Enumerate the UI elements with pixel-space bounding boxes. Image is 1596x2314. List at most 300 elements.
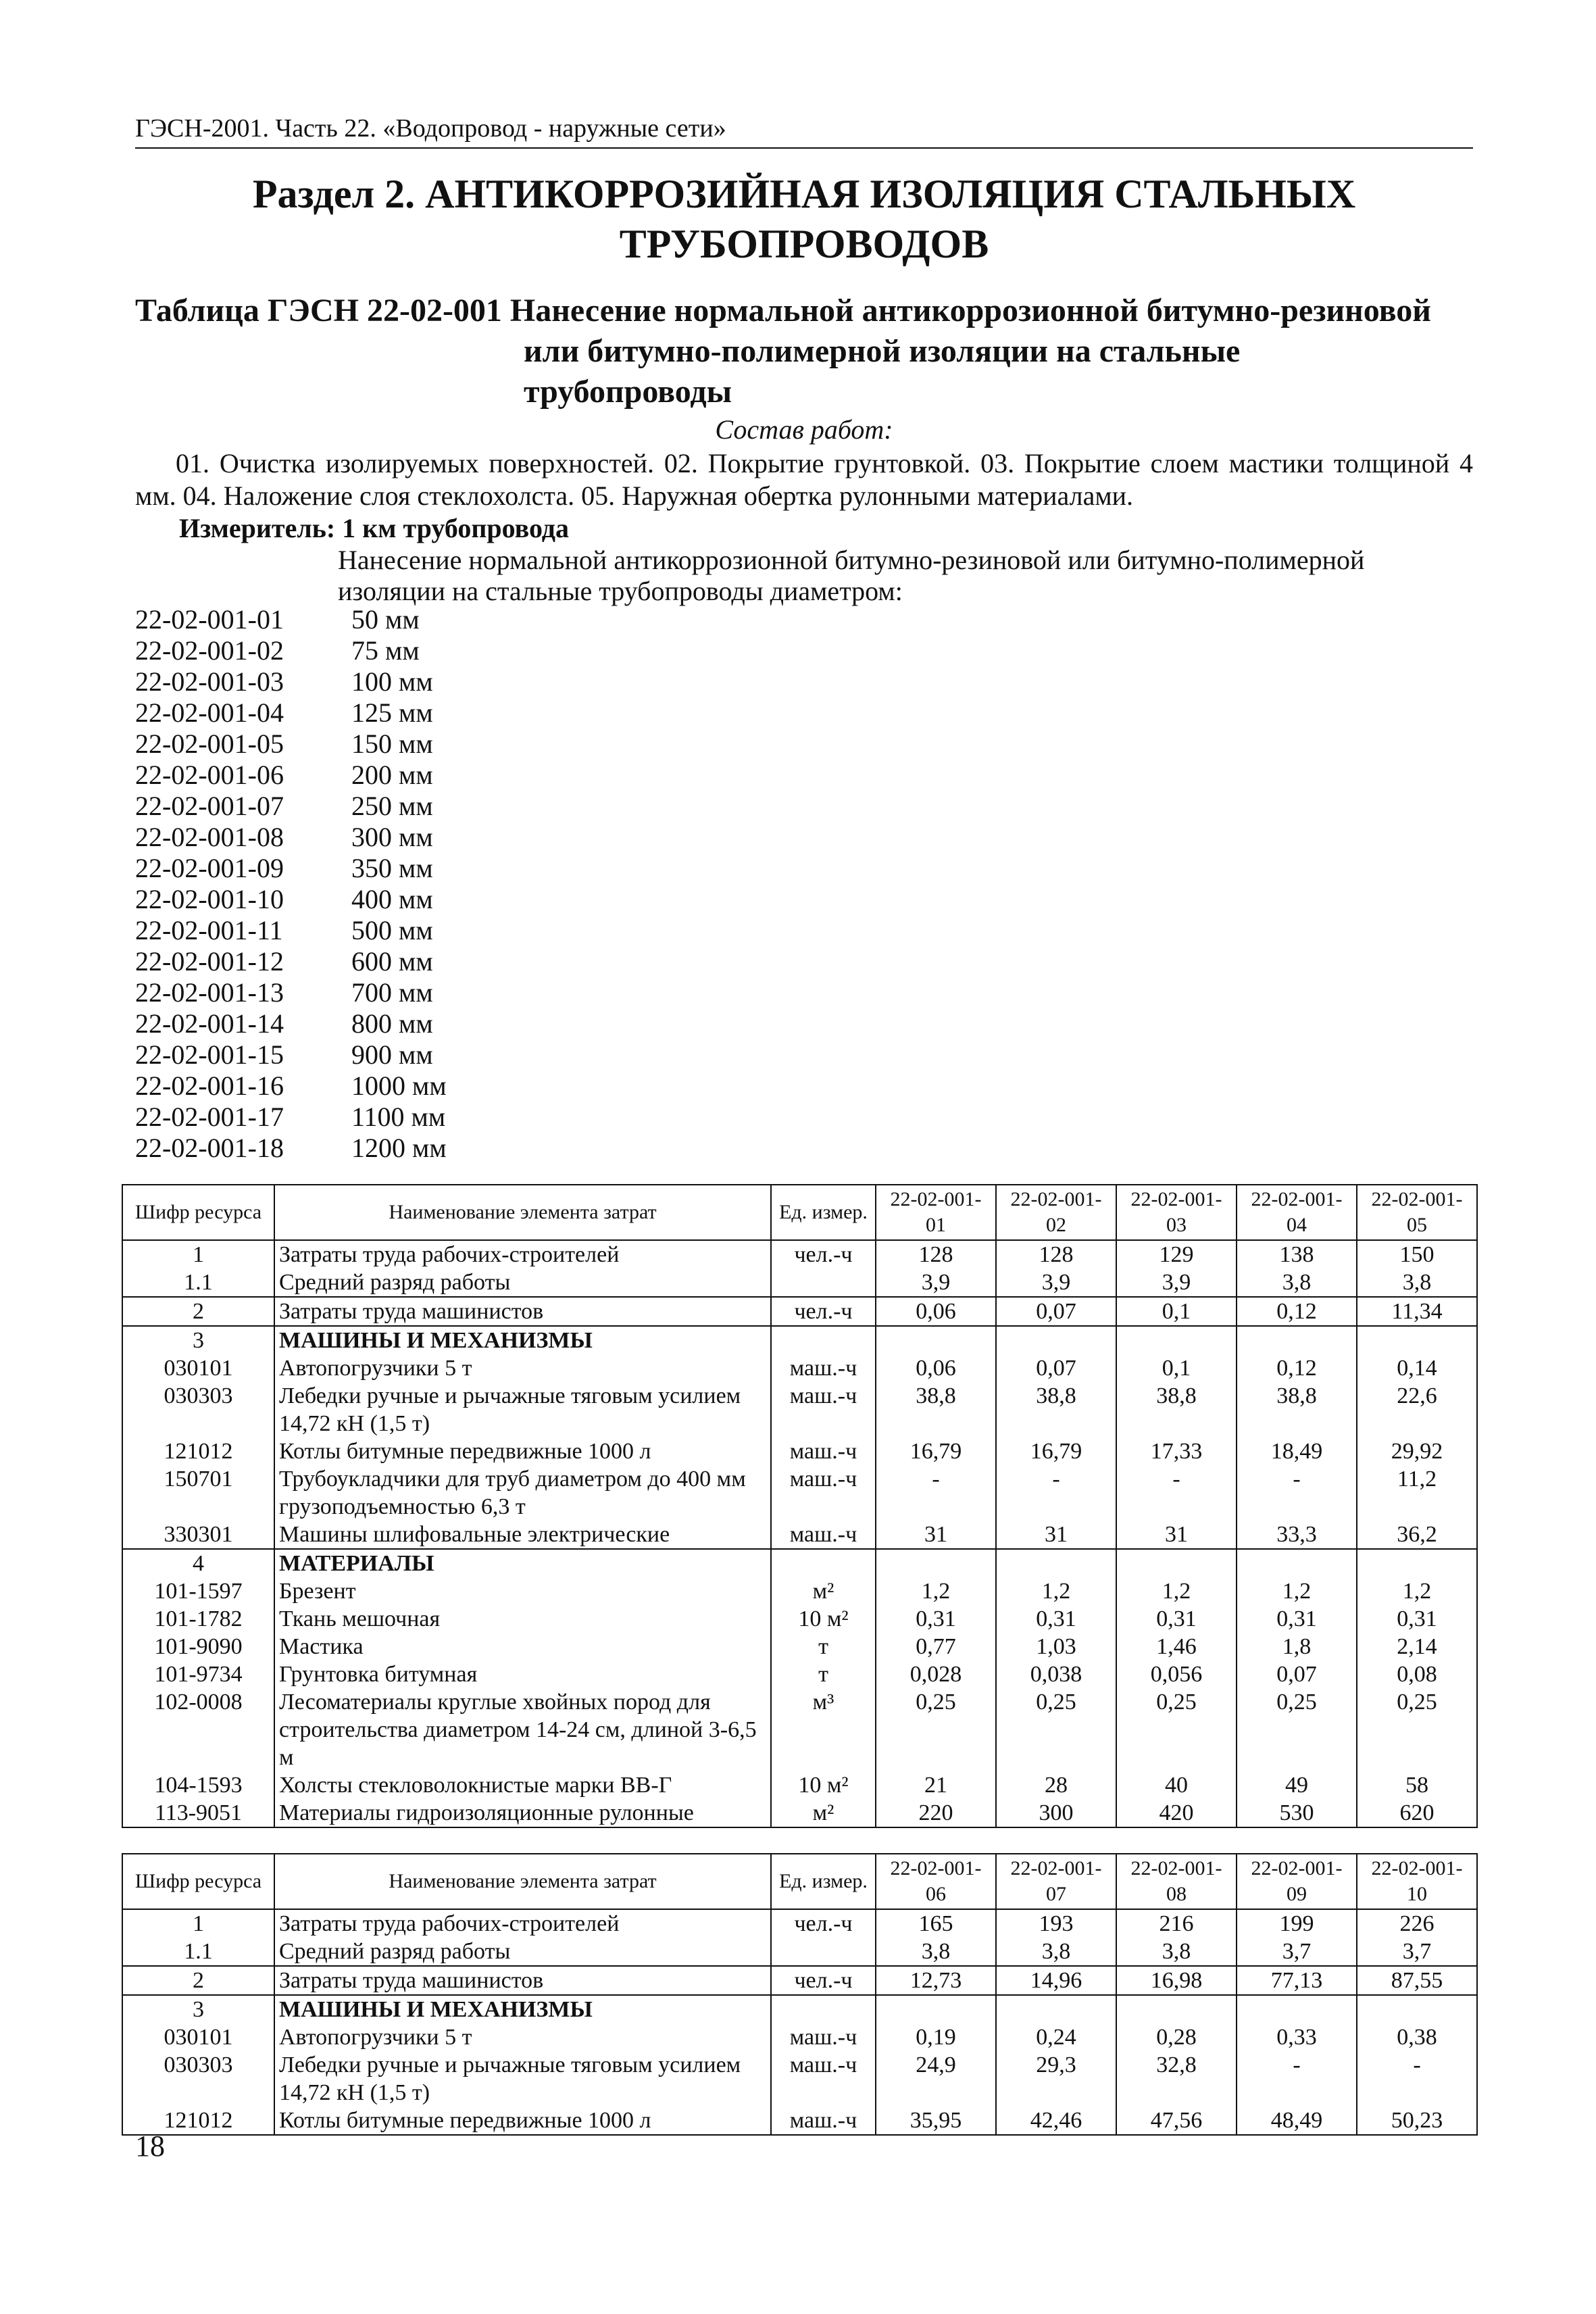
code-list-diameter: 350 мм: [351, 853, 433, 883]
row-value: [876, 1549, 996, 1577]
row-name: Трубоукладчики для труб диаметром до 400 мм грузоподъемностью 6,3 т: [274, 1465, 771, 1521]
row-value: 12,73: [876, 1966, 996, 1995]
row-value: 0,056: [1116, 1660, 1237, 1688]
row-value: 11,34: [1357, 1297, 1477, 1326]
row-unit: маш.-ч: [771, 1437, 876, 1465]
row-value: 42,46: [996, 2107, 1116, 2135]
header-column-code: 22-02-001-10: [1357, 1854, 1477, 1909]
row-value: 18,49: [1237, 1437, 1357, 1465]
table-row: [122, 1660, 1477, 1688]
table-row: [122, 1966, 1477, 1995]
row-value: 31: [996, 1521, 1116, 1549]
header-name: Наименование элемента затрат: [274, 1854, 771, 1909]
table-title: [135, 291, 1480, 412]
row-value: 220: [876, 1799, 996, 1827]
row-code: 101-1597: [122, 1577, 274, 1605]
row-value: -: [1357, 2051, 1477, 2107]
row-value: 0,1: [1116, 1354, 1237, 1382]
code-list-code: 22-02-001-17: [135, 1102, 284, 1132]
row-name: Затраты труда рабочих-строителей: [274, 1909, 771, 1938]
row-value: 128: [996, 1240, 1116, 1269]
row-value: 0,31: [996, 1605, 1116, 1633]
row-value: [996, 1326, 1116, 1354]
row-value: 29,3: [996, 2051, 1116, 2107]
code-list-item: [135, 635, 447, 666]
row-value: -: [1237, 1465, 1357, 1521]
code-list: [135, 604, 447, 1164]
row-value: 1,46: [1116, 1633, 1237, 1660]
table-title-line3: трубопроводы: [524, 374, 732, 410]
row-unit: маш.-ч: [771, 2023, 876, 2051]
code-list-code: 22-02-001-08: [135, 822, 284, 852]
table-row: [122, 1437, 1477, 1465]
work-composition-heading: Состав работ:: [715, 414, 893, 445]
row-unit: [771, 1549, 876, 1577]
code-list-diameter: 50 мм: [351, 604, 420, 635]
code-list-item: [135, 822, 447, 853]
row-value: 21: [876, 1771, 996, 1799]
table-title-line2: или битумно-полимерной изоляции на стальные: [524, 333, 1241, 369]
code-list-code: 22-02-001-13: [135, 977, 284, 1008]
row-name: Котлы битумные передвижные 1000 л: [274, 2107, 771, 2135]
row-value: 0,25: [1237, 1688, 1357, 1771]
header-shifr: Шифр ресурса: [122, 1854, 274, 1909]
row-value: 0,31: [1116, 1605, 1237, 1633]
row-value: 33,3: [1237, 1521, 1357, 1549]
row-value: -: [1237, 2051, 1357, 2107]
code-list-code: 22-02-001-04: [135, 697, 284, 728]
row-value: 150: [1357, 1240, 1477, 1269]
row-name: Лебедки ручные и рычажные тяговым усилием 14,72 кН (1,5 т): [274, 1382, 771, 1437]
row-value: 47,56: [1116, 2107, 1237, 2135]
row-code: 2: [122, 1297, 274, 1326]
row-value: 199: [1237, 1909, 1357, 1938]
row-code: 1: [122, 1909, 274, 1938]
row-value: [1237, 1549, 1357, 1577]
row-code: 3: [122, 1326, 274, 1354]
row-value: 226: [1357, 1909, 1477, 1938]
row-value: 0,25: [1116, 1688, 1237, 1771]
row-value: 420: [1116, 1799, 1237, 1827]
row-unit: маш.-ч: [771, 2107, 876, 2135]
row-value: 0,31: [1237, 1605, 1357, 1633]
row-unit: 10 м²: [771, 1605, 876, 1633]
row-name: Затраты труда машинистов: [274, 1966, 771, 1995]
code-list-diameter: 150 мм: [351, 729, 433, 759]
code-list-item: [135, 604, 447, 635]
row-value: 3,8: [1116, 1938, 1237, 1966]
row-value: 620: [1357, 1799, 1477, 1827]
header-column-code: 22-02-001-01: [876, 1185, 996, 1240]
row-value: [876, 1326, 996, 1354]
row-value: 216: [1116, 1909, 1237, 1938]
code-list-code: 22-02-001-12: [135, 946, 284, 977]
table-row: [122, 1771, 1477, 1799]
row-value: [1116, 1326, 1237, 1354]
section-title: [135, 169, 1473, 269]
row-value: 31: [1116, 1521, 1237, 1549]
code-list-code: 22-02-001-10: [135, 884, 284, 914]
resource-table-2: [122, 1853, 1478, 2136]
row-value: 3,8: [1237, 1269, 1357, 1297]
code-list-code: 22-02-001-15: [135, 1039, 284, 1070]
row-value: [996, 1549, 1116, 1577]
row-value: 58: [1357, 1771, 1477, 1799]
table-row: [122, 1240, 1477, 1269]
row-value: 0,28: [1116, 2023, 1237, 2051]
code-list-item: [135, 729, 447, 760]
row-unit: чел.-ч: [771, 1966, 876, 1995]
table-row: [122, 1938, 1477, 1966]
row-name: МАТЕРИАЛЫ: [274, 1549, 771, 1577]
code-list-code: 22-02-001-01: [135, 604, 284, 635]
row-value: 3,9: [876, 1269, 996, 1297]
row-value: 40: [1116, 1771, 1237, 1799]
code-list-diameter: 900 мм: [351, 1039, 433, 1070]
row-value: 0,38: [1357, 2023, 1477, 2051]
row-name: Автопогрузчики 5 т: [274, 1354, 771, 1382]
row-value: 32,8: [1116, 2051, 1237, 2107]
code-list-item: [135, 760, 447, 791]
row-value: 530: [1237, 1799, 1357, 1827]
row-value: 16,79: [996, 1437, 1116, 1465]
header-column-code: 22-02-001-03: [1116, 1185, 1237, 1240]
row-value: 87,55: [1357, 1966, 1477, 1995]
resource-table-1: [122, 1184, 1478, 1828]
running-header: ГЭСН-2001. Часть 22. «Водопровод - наружные сети»: [135, 114, 1473, 149]
code-list-code: 22-02-001-07: [135, 791, 284, 821]
row-value: 3,7: [1237, 1938, 1357, 1966]
row-code: 1.1: [122, 1938, 274, 1966]
header-unit: Ед. измер.: [771, 1854, 876, 1909]
row-value: 1,8: [1237, 1633, 1357, 1660]
code-list-diameter: 250 мм: [351, 791, 433, 821]
row-value: [1357, 1995, 1477, 2023]
code-list-item: [135, 853, 447, 884]
row-value: 129: [1116, 1240, 1237, 1269]
section-title-line2: ТРУБОПРОВОДОВ: [619, 222, 989, 266]
row-unit: т: [771, 1633, 876, 1660]
row-unit: [771, 1938, 876, 1966]
code-list-item: [135, 884, 447, 915]
table-row: [122, 2051, 1477, 2107]
code-list-code: 22-02-001-11: [135, 915, 283, 945]
code-list-code: 22-02-001-05: [135, 729, 284, 759]
row-name: Машины шлифовальные электрические: [274, 1521, 771, 1549]
code-list-item: [135, 915, 447, 946]
row-unit: м²: [771, 1577, 876, 1605]
table-row: [122, 1633, 1477, 1660]
table-row: [122, 1549, 1477, 1577]
row-name: Брезент: [274, 1577, 771, 1605]
row-value: 0,1: [1116, 1297, 1237, 1326]
row-name: Автопогрузчики 5 т: [274, 2023, 771, 2051]
row-value: 28: [996, 1771, 1116, 1799]
row-value: 128: [876, 1240, 996, 1269]
row-value: 0,06: [876, 1297, 996, 1326]
row-value: 16,79: [876, 1437, 996, 1465]
row-code: 3: [122, 1995, 274, 2023]
row-value: 77,13: [1237, 1966, 1357, 1995]
row-unit: маш.-ч: [771, 2051, 876, 2107]
row-unit: м³: [771, 1688, 876, 1771]
row-code: 4: [122, 1549, 274, 1577]
row-name: Средний разряд работы: [274, 1269, 771, 1297]
code-list-code: 22-02-001-03: [135, 666, 284, 697]
table-row: [122, 1521, 1477, 1549]
row-value: 0,33: [1237, 2023, 1357, 2051]
row-unit: [771, 1269, 876, 1297]
table-row: [122, 1382, 1477, 1437]
code-list-item: [135, 791, 447, 822]
row-value: 0,06: [876, 1354, 996, 1382]
row-unit: маш.-ч: [771, 1354, 876, 1382]
table-row: [122, 2107, 1477, 2135]
row-name: Грунтовка битумная: [274, 1660, 771, 1688]
code-list-diameter: 1100 мм: [351, 1102, 446, 1132]
row-unit: 10 м²: [771, 1771, 876, 1799]
code-list-item: [135, 1039, 447, 1070]
row-name: Мастика: [274, 1633, 771, 1660]
row-name: Котлы битумные передвижные 1000 л: [274, 1437, 771, 1465]
row-unit: т: [771, 1660, 876, 1688]
measure-unit: Измеритель: 1 км трубопровода: [179, 513, 570, 543]
header-column-code: 22-02-001-06: [876, 1854, 996, 1909]
header-column-code: 22-02-001-09: [1237, 1854, 1357, 1909]
row-name: Затраты труда машинистов: [274, 1297, 771, 1326]
header-unit: Ед. измер.: [771, 1185, 876, 1240]
row-value: 3,8: [1357, 1269, 1477, 1297]
row-value: 3,7: [1357, 1938, 1477, 1966]
row-name: Средний разряд работы: [274, 1938, 771, 1966]
row-code: 121012: [122, 1437, 274, 1465]
row-value: 35,95: [876, 2107, 996, 2135]
row-value: -: [876, 1465, 996, 1521]
row-value: 0,12: [1237, 1297, 1357, 1326]
code-list-item: [135, 1102, 447, 1133]
row-unit: чел.-ч: [771, 1909, 876, 1938]
row-unit: маш.-ч: [771, 1382, 876, 1437]
row-value: 36,2: [1357, 1521, 1477, 1549]
row-value: [1116, 1995, 1237, 2023]
row-code: 330301: [122, 1521, 274, 1549]
header-column-code: 22-02-001-04: [1237, 1185, 1357, 1240]
row-code: 102-0008: [122, 1688, 274, 1771]
row-value: 1,2: [996, 1577, 1116, 1605]
row-unit: маш.-ч: [771, 1465, 876, 1521]
row-name: Материалы гидроизоляционные рулонные: [274, 1799, 771, 1827]
row-code: 101-9734: [122, 1660, 274, 1688]
row-code: 030101: [122, 1354, 274, 1382]
row-value: 38,8: [1237, 1382, 1357, 1437]
code-list-code: 22-02-001-18: [135, 1133, 284, 1163]
table-row: [122, 1995, 1477, 2023]
code-list-code: 22-02-001-16: [135, 1070, 284, 1101]
code-list-diameter: 1000 мм: [351, 1070, 447, 1101]
code-list-diameter: 700 мм: [351, 977, 433, 1008]
header-column-code: 22-02-001-07: [996, 1854, 1116, 1909]
row-value: 31: [876, 1521, 996, 1549]
row-value: [1237, 1995, 1357, 2023]
row-unit: чел.-ч: [771, 1297, 876, 1326]
row-value: 38,8: [996, 1382, 1116, 1437]
row-value: 0,77: [876, 1633, 996, 1660]
code-list-diameter: 125 мм: [351, 697, 433, 728]
row-value: [1357, 1549, 1477, 1577]
table-row: [122, 2023, 1477, 2051]
row-value: 1,03: [996, 1633, 1116, 1660]
table-row: [122, 1465, 1477, 1521]
code-list-item: [135, 1008, 447, 1039]
code-list-code: 22-02-001-02: [135, 635, 284, 666]
row-value: 48,49: [1237, 2107, 1357, 2135]
row-value: 1,2: [1237, 1577, 1357, 1605]
code-list-diameter: 600 мм: [351, 946, 433, 977]
row-unit: [771, 1326, 876, 1354]
row-value: 0,14: [1357, 1354, 1477, 1382]
row-value: 22,6: [1357, 1382, 1477, 1437]
row-value: 3,8: [996, 1938, 1116, 1966]
row-value: 16,98: [1116, 1966, 1237, 1995]
row-code: 121012: [122, 2107, 274, 2135]
row-name: Лебедки ручные и рычажные тяговым усилием 14,72 кН (1,5 т): [274, 2051, 771, 2107]
codes-intro: Нанесение нормальной антикоррозионной битумно-резиновой или битумно-полимерной изоляции на стальные трубопроводы диаметром:: [338, 545, 1365, 606]
code-list-item: [135, 946, 447, 977]
table-row: [122, 1326, 1477, 1354]
code-list-diameter: 75 мм: [351, 635, 420, 666]
code-list-diameter: 400 мм: [351, 884, 433, 914]
code-list-code: 22-02-001-14: [135, 1008, 284, 1039]
row-unit: маш.-ч: [771, 1521, 876, 1549]
page-number: 18: [135, 2130, 165, 2163]
row-code: 113-9051: [122, 1799, 274, 1827]
table-row: [122, 1269, 1477, 1297]
row-value: 14,96: [996, 1966, 1116, 1995]
row-value: [1237, 1326, 1357, 1354]
row-value: 0,31: [1357, 1605, 1477, 1633]
row-value: 3,9: [1116, 1269, 1237, 1297]
row-value: -: [996, 1465, 1116, 1521]
code-list-diameter: 200 мм: [351, 760, 433, 790]
row-value: 0,07: [996, 1354, 1116, 1382]
row-name: МАШИНЫ И МЕХАНИЗМЫ: [274, 1995, 771, 2023]
row-value: 0,24: [996, 2023, 1116, 2051]
code-list-diameter: 1200 мм: [351, 1133, 447, 1163]
row-value: 38,8: [876, 1382, 996, 1437]
row-value: 38,8: [1116, 1382, 1237, 1437]
section-title-line1: Раздел 2. АНТИКОРРОЗИЙНАЯ ИЗОЛЯЦИЯ СТАЛЬНЫХ: [252, 172, 1356, 216]
code-list-diameter: 800 мм: [351, 1008, 433, 1039]
code-list-item: [135, 1070, 447, 1102]
code-list-item: [135, 666, 447, 697]
row-code: 030101: [122, 2023, 274, 2051]
row-unit: чел.-ч: [771, 1240, 876, 1269]
row-value: 138: [1237, 1240, 1357, 1269]
table-row: [122, 1688, 1477, 1771]
row-code: 030303: [122, 2051, 274, 2107]
row-code: 104-1593: [122, 1771, 274, 1799]
row-code: 1: [122, 1240, 274, 1269]
row-code: 150701: [122, 1465, 274, 1521]
header-shifr: Шифр ресурса: [122, 1185, 274, 1240]
table-row: [122, 1354, 1477, 1382]
code-list-code: 22-02-001-06: [135, 760, 284, 790]
row-value: [876, 1995, 996, 2023]
row-value: -: [1116, 1465, 1237, 1521]
row-value: 300: [996, 1799, 1116, 1827]
code-list-code: 22-02-001-09: [135, 853, 284, 883]
table-row: [122, 1799, 1477, 1827]
work-composition-text: 01. Очистка изолируемых поверхностей. 02. Покрытие грунтовкой. 03. Покрытие слоем мастики толщиной 4 мм. 04. Наложение слоя стеклохолста. 05. Наружная обертка рулонными материалами.: [135, 448, 1473, 511]
row-value: [1116, 1549, 1237, 1577]
code-list-diameter: 100 мм: [351, 666, 433, 697]
row-value: 0,25: [876, 1688, 996, 1771]
row-code: 030303: [122, 1382, 274, 1437]
header-column-code: 22-02-001-02: [996, 1185, 1116, 1240]
row-value: 0,25: [1357, 1688, 1477, 1771]
row-value: [1357, 1326, 1477, 1354]
header-column-code: 22-02-001-05: [1357, 1185, 1477, 1240]
row-value: 50,23: [1357, 2107, 1477, 2135]
row-value: 0,31: [876, 1605, 996, 1633]
row-value: 0,25: [996, 1688, 1116, 1771]
table-row: [122, 1297, 1477, 1326]
table-row: [122, 1577, 1477, 1605]
header-column-code: 22-02-001-08: [1116, 1854, 1237, 1909]
row-code: 2: [122, 1966, 274, 1995]
header-name: Наименование элемента затрат: [274, 1185, 771, 1240]
row-value: 0,12: [1237, 1354, 1357, 1382]
row-value: [996, 1995, 1116, 2023]
table-title-line1: Таблица ГЭСН 22-02-001 Нанесение нормальной антикоррозионной битумно-резиновой: [135, 293, 1431, 328]
row-value: 49: [1237, 1771, 1357, 1799]
row-code: 101-9090: [122, 1633, 274, 1660]
row-value: 2,14: [1357, 1633, 1477, 1660]
row-value: 165: [876, 1909, 996, 1938]
row-value: 0,08: [1357, 1660, 1477, 1688]
row-value: 1,2: [1116, 1577, 1237, 1605]
row-value: 0,038: [996, 1660, 1116, 1688]
row-name: Ткань мешочная: [274, 1605, 771, 1633]
row-value: 17,33: [1116, 1437, 1237, 1465]
row-code: 1.1: [122, 1269, 274, 1297]
row-value: 24,9: [876, 2051, 996, 2107]
row-value: 1,2: [876, 1577, 996, 1605]
row-name: Лесоматериалы круглые хвойных пород для строительства диаметром 14-24 см, длиной 3-6,5 м: [274, 1688, 771, 1771]
row-value: 0,07: [1237, 1660, 1357, 1688]
code-list-item: [135, 697, 447, 729]
code-list-diameter: 300 мм: [351, 822, 433, 852]
row-unit: [771, 1995, 876, 2023]
row-value: 11,2: [1357, 1465, 1477, 1521]
row-value: 3,8: [876, 1938, 996, 1966]
row-value: 29,92: [1357, 1437, 1477, 1465]
row-name: МАШИНЫ И МЕХАНИЗМЫ: [274, 1326, 771, 1354]
code-list-item: [135, 1133, 447, 1164]
table-row: [122, 1909, 1477, 1938]
row-name: Затраты труда рабочих-строителей: [274, 1240, 771, 1269]
row-unit: м²: [771, 1799, 876, 1827]
row-value: 0,19: [876, 2023, 996, 2051]
row-value: 1,2: [1357, 1577, 1477, 1605]
row-value: 193: [996, 1909, 1116, 1938]
row-value: 0,028: [876, 1660, 996, 1688]
table-row: [122, 1605, 1477, 1633]
row-code: 101-1782: [122, 1605, 274, 1633]
code-list-diameter: 500 мм: [351, 915, 433, 945]
row-name: Холсты стекловолокнистые марки ВВ-Г: [274, 1771, 771, 1799]
row-value: 0,07: [996, 1297, 1116, 1326]
